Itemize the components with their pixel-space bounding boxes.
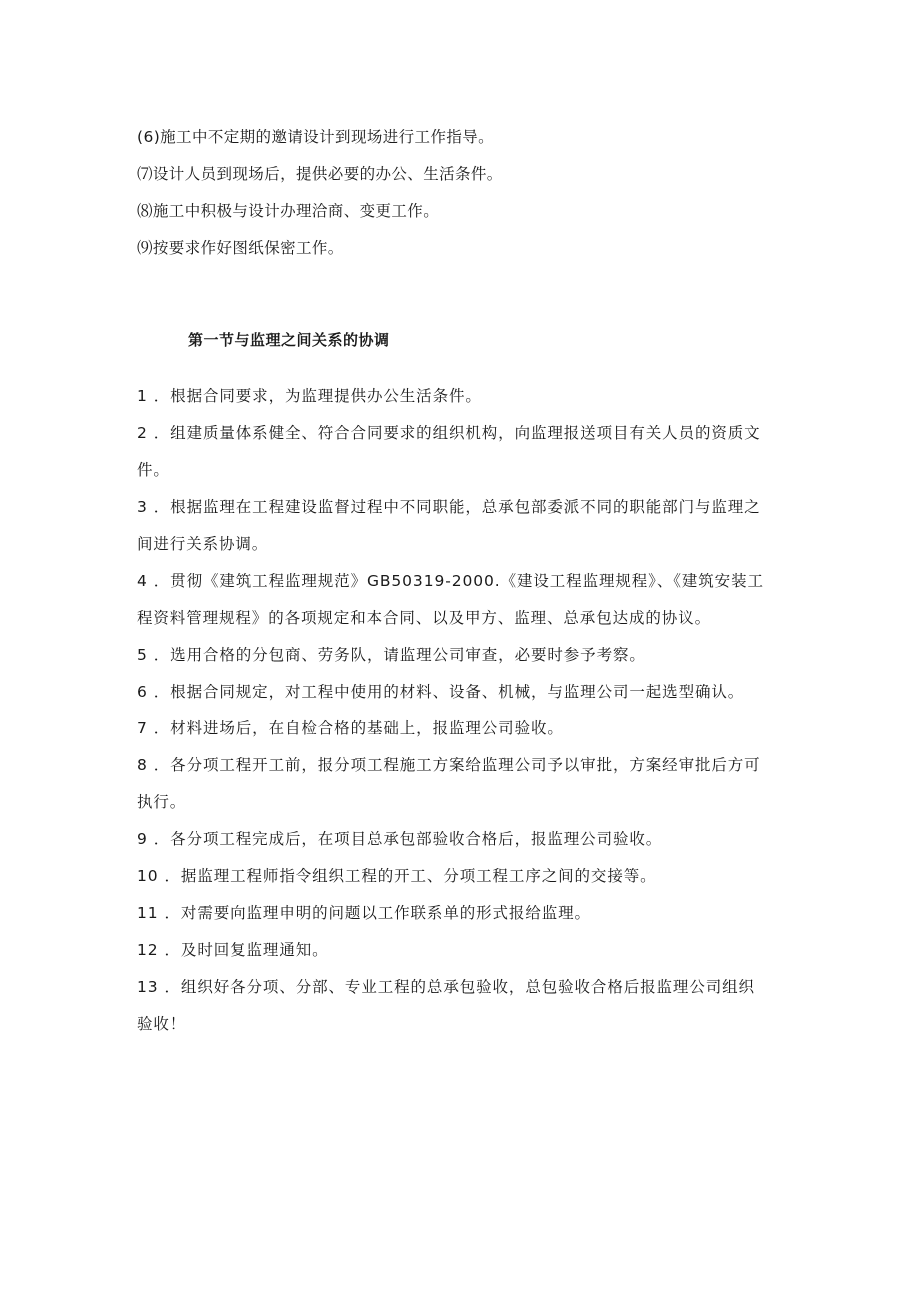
- list-item-number: 6: [137, 683, 148, 701]
- list-item-2: [137, 423, 787, 443]
- list-item-6: [137, 682, 787, 702]
- list-item-1: [137, 386, 787, 406]
- list-item-text: ．根据合同要求，为监理提供办公生活条件。: [153, 387, 482, 405]
- list-item-text: ．根据监理在工程建设监督过程中不同职能，总承包部委派不同的职能部门与监理之: [153, 498, 761, 516]
- list-item-text: ．选用合格的分包商、劳务队，请监理公司审查，必要时参予考察。: [153, 646, 646, 664]
- intro-item-6: (6)施工中不定期的邀请设计到现场进行工作指导。: [137, 128, 495, 146]
- list-item-number: 10: [137, 867, 159, 885]
- intro-item-7: ⑺设计人员到现场后，提供必要的办公、生活条件。: [137, 165, 503, 183]
- list-item-11: [137, 903, 787, 923]
- list-item-number: 4: [137, 572, 148, 590]
- list-item-4: [137, 571, 787, 591]
- list-item-text: ．材料进场后，在自检合格的基础上，报监理公司验收。: [153, 719, 564, 737]
- intro-item-8: ⑻施工中积极与设计办理洽商、变更工作。: [137, 202, 440, 220]
- list-item-number: 11: [137, 904, 159, 922]
- list-item-number: 3: [137, 498, 148, 516]
- list-item-number: 13: [137, 978, 159, 996]
- list-item-number: 1: [137, 387, 148, 405]
- list-item-number: 7: [137, 719, 148, 737]
- list-item-number: 5: [137, 646, 148, 664]
- list-item-text: ．贯彻《建筑工程监理规范》GB50319-2000.《建设工程监理规程》、《建筑安装工: [153, 572, 764, 590]
- list-item-8: [137, 755, 787, 775]
- list-item-3: [137, 497, 787, 517]
- list-item-4-continuation: 程资料管理规程》的各项规定和本合同、以及甲方、监理、总承包达成的协议。: [137, 609, 712, 627]
- list-item-text: ．根据合同规定，对工程中使用的材料、设备、机械，与监理公司一起选型确认。: [153, 683, 745, 701]
- list-item-8-continuation: 执行。: [137, 793, 187, 811]
- list-item-9: [137, 829, 787, 849]
- list-item-text: ．据监理工程师指令组织工程的开工、分项工程工序之间的交接等。: [164, 867, 657, 885]
- list-item-7: [137, 718, 787, 738]
- list-item-12: [137, 940, 787, 960]
- intro-item-9: ⑼按要求作好图纸保密工作。: [137, 239, 344, 257]
- list-item-text: ．对需要向监理申明的问题以工作联系单的形式报给监理。: [164, 904, 591, 922]
- list-item-text: ．及时回复监理通知。: [164, 941, 329, 959]
- list-item-number: 9: [137, 830, 148, 848]
- list-item-number: 12: [137, 941, 159, 959]
- list-item-5: [137, 645, 787, 665]
- section-title: 第一节与监理之间关系的协调: [188, 331, 390, 349]
- list-item-13-continuation: 验收！: [137, 1015, 187, 1033]
- list-item-number: 2: [137, 424, 148, 442]
- list-item-3-continuation: 间进行关系协调。: [137, 535, 269, 553]
- list-item-10: [137, 866, 787, 886]
- list-item-text: ．组织好各分项、分部、专业工程的总承包验收，总包验收合格后报监理公司组织: [164, 978, 755, 996]
- list-item-2-continuation: 件。: [137, 461, 170, 479]
- list-item-13: [137, 977, 787, 997]
- list-item-number: 8: [137, 756, 148, 774]
- list-item-text: ．组建质量体系健全、符合合同要求的组织机构，向监理报送项目有关人员的资质文: [153, 424, 761, 442]
- list-item-text: ．各分项工程开工前，报分项工程施工方案给监理公司予以审批，方案经审批后方可: [153, 756, 761, 774]
- list-item-text: ．各分项工程完成后，在项目总承包部验收合格后，报监理公司验收。: [153, 830, 663, 848]
